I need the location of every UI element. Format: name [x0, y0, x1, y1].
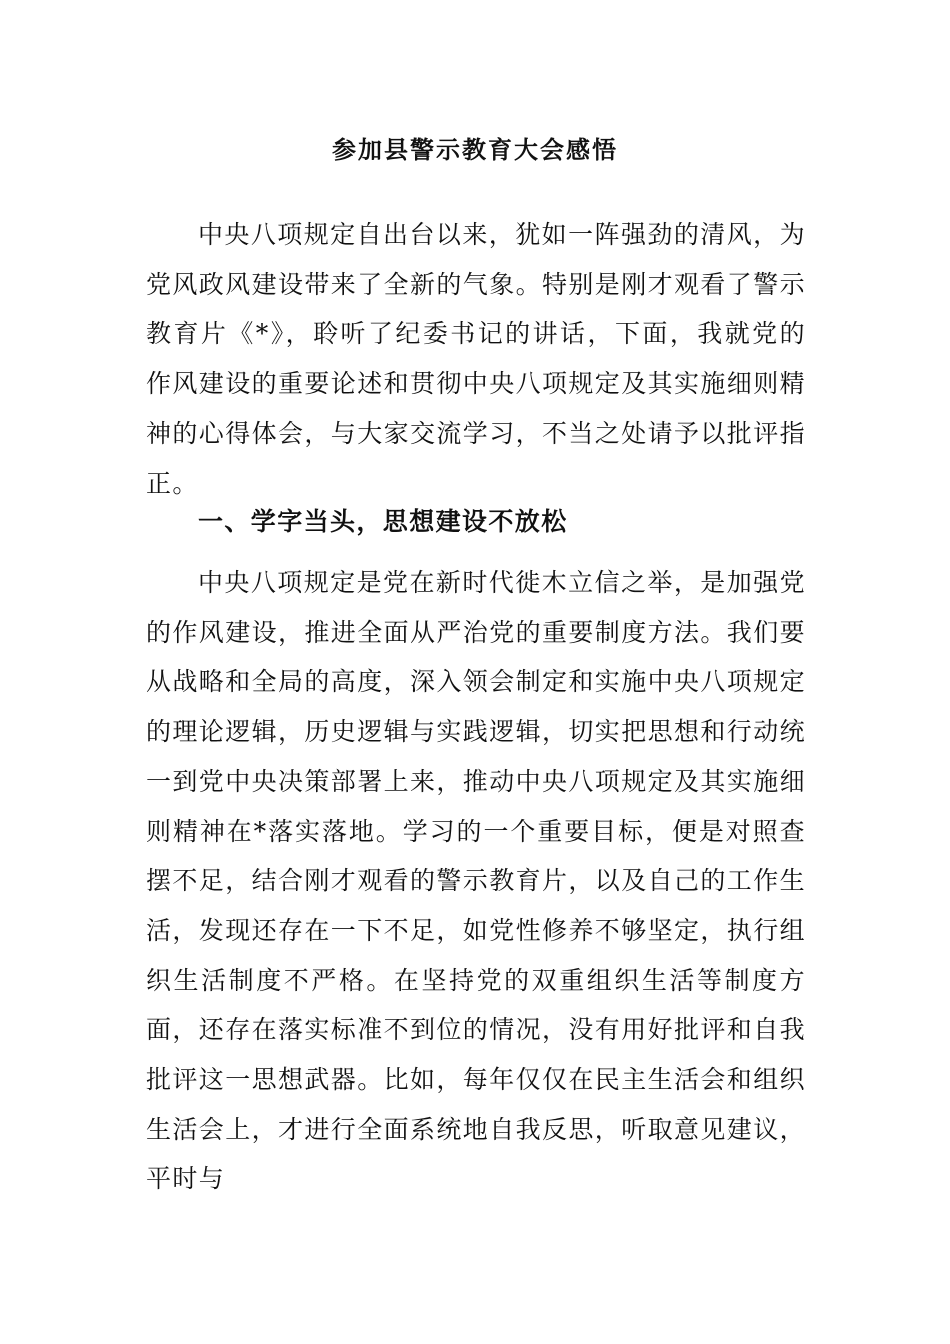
- section-heading: 一、学字当头，思想建设不放松: [198, 507, 568, 536]
- document-title: 参加县警示教育大会感悟: [332, 135, 618, 164]
- intro-paragraph: 中央八项规定自出台以来，犹如一阵强劲的清风，为党风政风建设带来了全新的气象。特别是刚才观看了警示教育片《*》，聆听了纪委书记的讲话，下面，我就党的作风建设的重要论述和贯彻中央八项规定及其实施细则精神的心得体会，与大家交流学习，不当之处请予以批评指正。: [146, 220, 807, 498]
- section-paragraph: 中央八项规定是党在新时代徙木立信之举，是加强党的作风建设，推进全面从严治党的重要制度方法。我们要从战略和全局的高度，深入领会制定和实施中央八项规定的理论逻辑，历史逻辑与实践逻辑，切实把思想和行动统一到党中央决策部署上来，推动中央八项规定及其实施细则精神在*落实落地。学习的一个重要目标，便是对照查摆不足，结合刚才观看的警示教育片，以及自己的工作生活，发现还存在一下不足，如党性修养不够坚定，执行组织生活制度不严格。在坚持党的双重组织生活等制度方面，还存在落实标准不到位的情况，没有用好批评和自我批评这一思想武器。比如，每年仅仅在民主生活会和组织生活会上，才进行全面系统地自我反思，听取意见建议，平时与: [146, 568, 807, 1194]
